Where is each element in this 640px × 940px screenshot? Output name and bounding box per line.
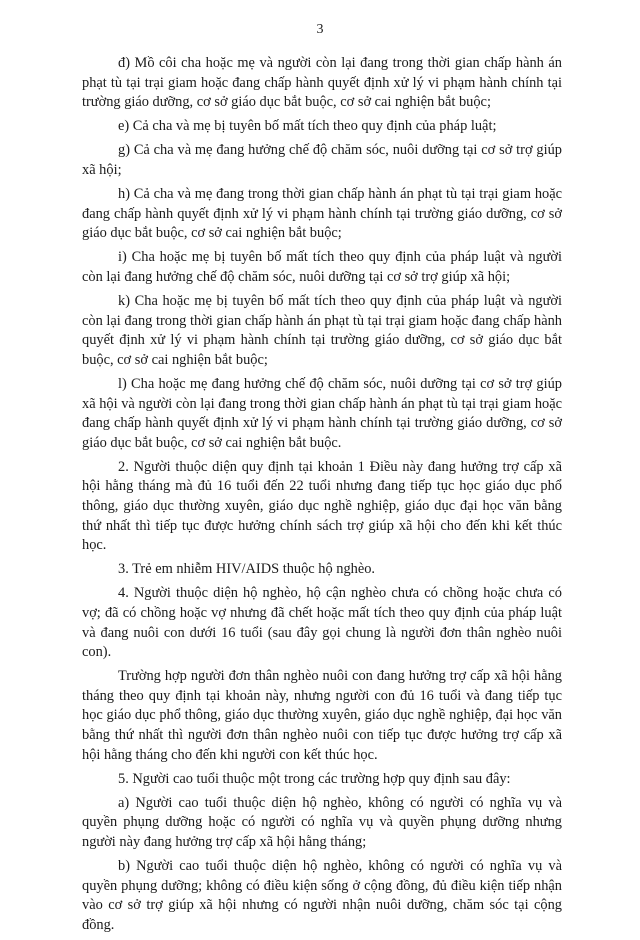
paragraph-e: e) Cả cha và mẹ bị tuyên bố mất tích theo quy định của pháp luật;	[118, 118, 497, 135]
paragraph-k: k) Cha hoặc mẹ bị tuyên bố mất tích theo quy định của pháp luật và người còn lại đang trong thời gian chấp hành án phạt tù tại trại giam hoặc đang chấp hành quyết định xử lý vi phạm hành chính tại trường giáo dưỡng, cơ sở giáo dục bắt buộc, cơ sở cai nghiện bắt buộc;	[82, 293, 562, 368]
clause-3: 3. Trẻ em nhiễm HIV/AIDS thuộc hộ nghèo.	[118, 561, 376, 578]
paragraph-h: h) Cả cha và mẹ đang trong thời gian chấp hành án phạt tù tại trại giam hoặc đang chấp hành quyết định xử lý vi phạm hành chính tại trường giáo dưỡng, cơ sở giáo dục bắt buộc, cơ sở cai nghiện bắt buộc;	[82, 186, 562, 242]
clause-4: 4. Người thuộc diện hộ nghèo, hộ cận nghèo chưa có chồng hoặc chưa có vợ; đã có chồng hoặc vợ nhưng đã chết hoặc mất tích theo quy định của pháp luật và đang nuôi con dưới 16 tuổi (sau đây gọi chung là người đơn thân nghèo nuôi con).	[82, 585, 562, 661]
clause-5-b: b) Người cao tuổi thuộc diện hộ nghèo, không có người có nghĩa vụ và quyền phụng dưỡng; không có điều kiện sống ở cộng đồng, đủ điều kiện tiếp nhận vào cơ sở trợ giúp xã hội nhưng có người nhận nuôi dưỡng, chăm sóc tại cộng đồng.	[82, 858, 562, 933]
paragraph-l: l) Cha hoặc mẹ đang hưởng chế độ chăm sóc, nuôi dưỡng tại cơ sở trợ giúp xã hội và người còn lại đang trong thời gian chấp hành án phạt tù tại trại giam hoặc đang chấp hành quyết định xử lý vi phạm hành chính tại trường giáo dưỡng, cơ sở giáo dục bắt buộc, cơ sở cai nghiện bắt buộc.	[82, 375, 562, 451]
clause-5: 5. Người cao tuổi thuộc một trong các trường hợp quy định sau đây:	[118, 770, 511, 787]
page-number: 3	[316, 22, 324, 37]
document-body	[82, 54, 562, 940]
paragraph-g: g) Cả cha và mẹ đang hưởng chế độ chăm sóc, nuôi dưỡng tại cơ sở trợ giúp xã hội;	[82, 142, 562, 178]
clause-2: 2. Người thuộc diện quy định tại khoản 1 Điều này đang hưởng trợ cấp xã hội hằng tháng mà đủ 16 tuổi đến 22 tuổi nhưng đang tiếp tục học giáo dục phổ thông, giáo dục thường xuyên, giáo dục nghề nghiệp, giáo dục đại học văn bằng thứ nhất thì tiếp tục được hưởng chính sách trợ giúp xã hội cho đến khi kết thúc học.	[82, 458, 562, 554]
clause-5-a: a) Người cao tuổi thuộc diện hộ nghèo, không có người có nghĩa vụ và quyền phụng dưỡng hoặc có người có nghĩa vụ và quyền phụng dưỡng nhưng người này đang hưởng trợ cấp xã hội hằng tháng;	[82, 794, 562, 850]
paragraph-d-stroke: đ) Mồ côi cha hoặc mẹ và người còn lại đang trong thời gian chấp hành án phạt tù tại trại giam hoặc đang chấp hành quyết định xử lý vi phạm hành chính tại trường giáo dưỡng, cơ sở giáo dục bắt buộc, cơ sở cai nghiện bắt buộc;	[82, 55, 562, 111]
clause-4-continuation: Trường hợp người đơn thân nghèo nuôi con đang hưởng trợ cấp xã hội hằng tháng theo quy định tại khoản này, nhưng người con đủ 16 tuổi và đang tiếp tục học giáo dục phổ thông, giáo dục thường xuyên, giáo dục nghề nghiệp, đại học văn bằng thứ nhất thì người đơn thân nghèo nuôi con tiếp tục được hưởng trợ cấp xã hội hằng tháng cho đến khi người con kết thúc học.	[82, 668, 562, 763]
paragraph-i: i) Cha hoặc mẹ bị tuyên bố mất tích theo quy định của pháp luật và người còn lại đang hưởng chế độ chăm sóc, nuôi dưỡng tại cơ sở trợ giúp xã hội;	[82, 249, 562, 285]
